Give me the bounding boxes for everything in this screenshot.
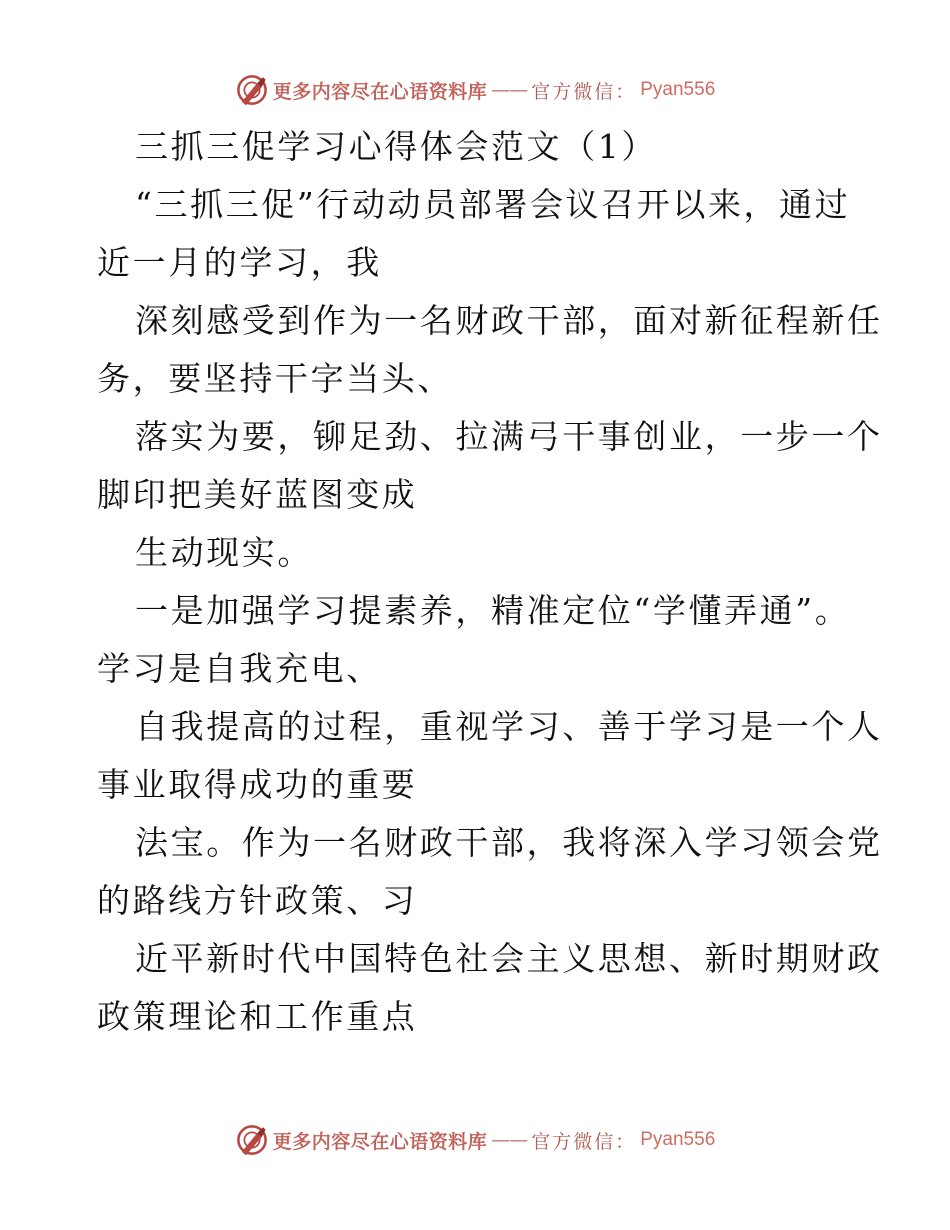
footer-watermark-banner bbox=[0, 1120, 950, 1160]
text-line: 近一月的学习，我 bbox=[97, 243, 382, 282]
text-line: 法宝。作为一名财政干部，我将深入学习领会党 bbox=[135, 823, 883, 862]
text-line: 一是加强学习提素养，精准定位“学懂弄通”。 bbox=[135, 591, 851, 630]
document-body bbox=[97, 118, 883, 1046]
text-line: “三抓三促”行动动员部署会议召开以来，通过 bbox=[135, 185, 851, 224]
text-line: 脚印把美好蓝图变成 bbox=[97, 475, 418, 514]
ink-pen-logo-icon bbox=[235, 1123, 269, 1157]
text-line: 近平新时代中国特色社会主义思想、新时期财政 bbox=[135, 939, 883, 978]
banner-main-text: 更多内容尽在心语资料库 bbox=[272, 80, 488, 103]
banner-wechat-id: Pyan556 bbox=[640, 1129, 716, 1150]
text-line: 自我提高的过程，重视学习、善于学习是一个人 bbox=[135, 707, 883, 746]
text-line: 生动现实。 bbox=[135, 533, 313, 572]
text-line: 事业取得成功的重要 bbox=[97, 765, 418, 804]
banner-wechat-label: 官方微信： bbox=[531, 1130, 637, 1153]
banner-wechat-label: 官方微信： bbox=[531, 80, 637, 103]
text-line: 务，要坚持干字当头、 bbox=[97, 359, 453, 398]
ink-pen-logo-icon bbox=[235, 73, 269, 107]
text-line: 深刻感受到作为一名财政干部，面对新征程新任 bbox=[135, 301, 883, 340]
banner-main-text: 更多内容尽在心语资料库 bbox=[272, 1130, 488, 1153]
banner-dash: —— bbox=[491, 1129, 528, 1151]
text-line: 的路线方针政策、习 bbox=[97, 881, 418, 920]
text-line: 政策理论和工作重点 bbox=[97, 997, 418, 1036]
text-line: 落实为要，铆足劲、拉满弓干事创业，一步一个 bbox=[135, 417, 883, 456]
text-line: 学习是自我充电、 bbox=[97, 649, 382, 688]
banner-dash: —— bbox=[491, 79, 528, 101]
text-line: 三抓三促学习心得体会范文（1） bbox=[135, 127, 657, 166]
banner-wechat-id: Pyan556 bbox=[640, 79, 716, 100]
header-watermark-banner bbox=[0, 70, 950, 110]
